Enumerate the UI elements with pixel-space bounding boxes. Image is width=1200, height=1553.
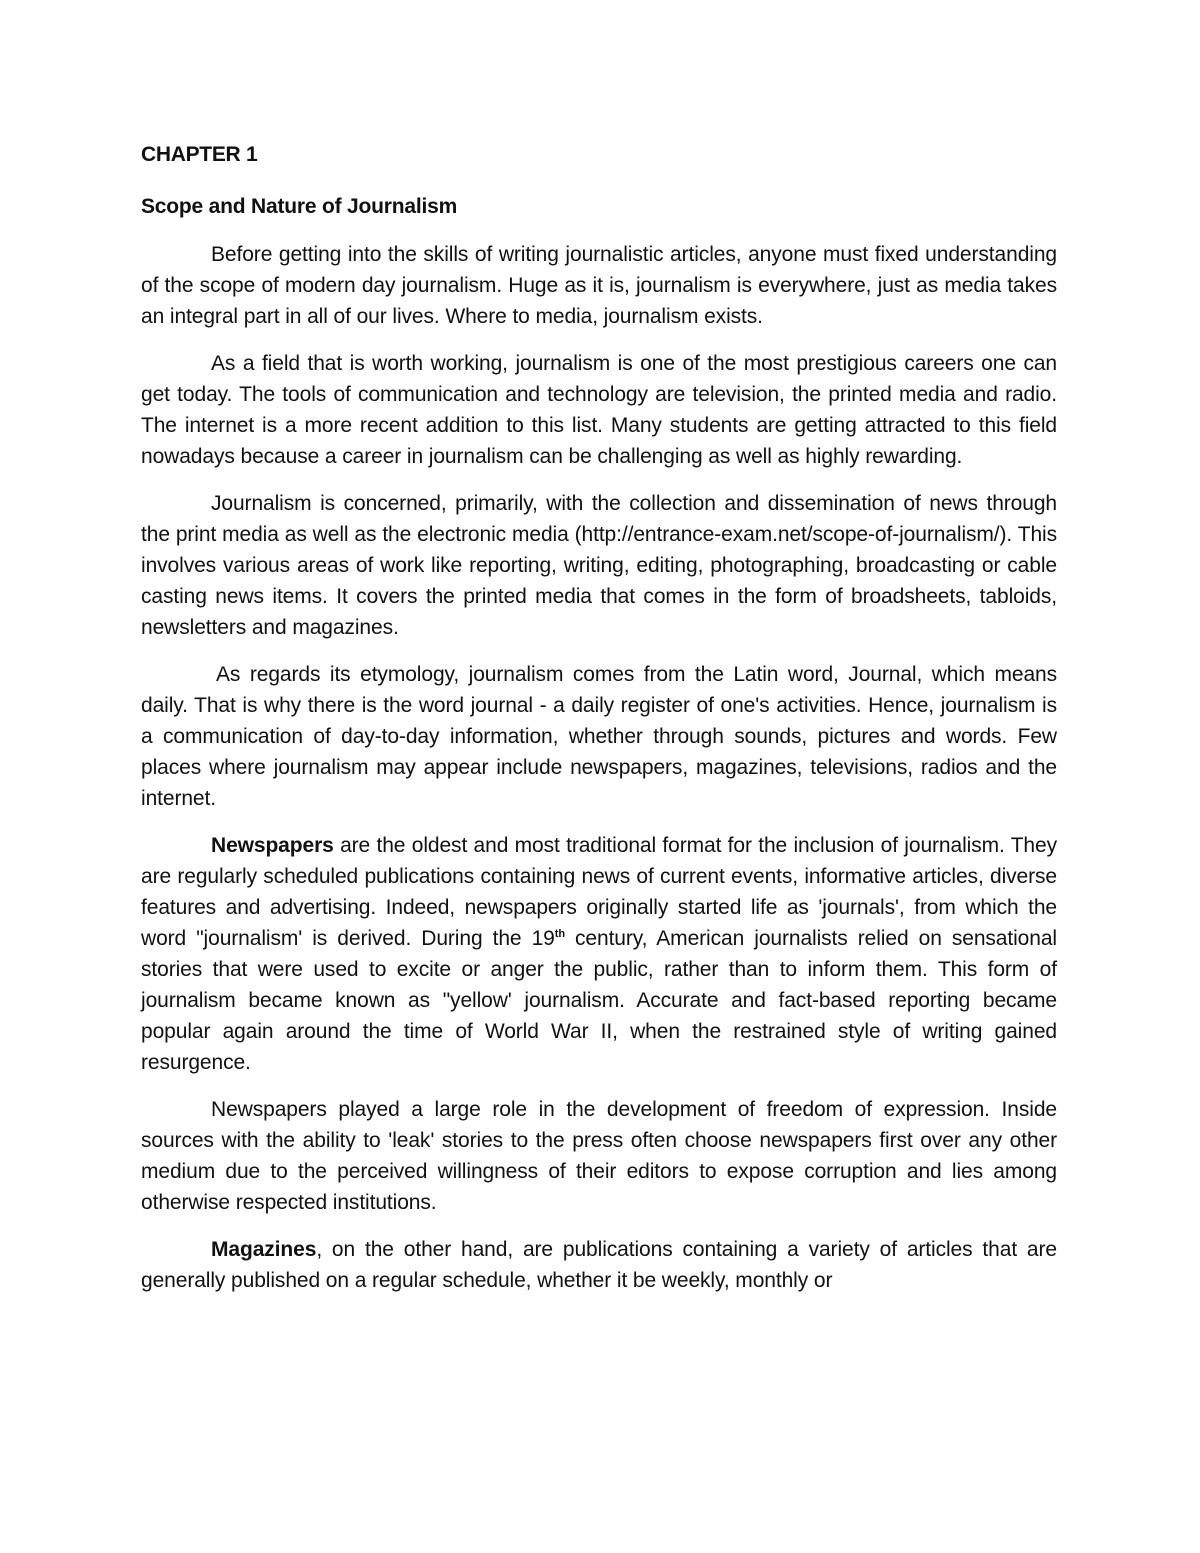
term-magazines: Magazines [211, 1238, 317, 1261]
paragraph-newspapers [141, 830, 1057, 1078]
paragraph-definition: Journalism is concerned, primarily, with the collection and dissemination of news through the print media as well as the electronic media (http://entrance-exam.net/scope-of-journalism/). This involves various areas of work like reporting, writing, editing, photographing, broadcasting or cable casting news items. It covers the printed media that comes in the form of broadsheets, tabloids, newsletters and magazines. [141, 492, 1057, 639]
section-title: Scope and Nature of Journalism [141, 195, 458, 218]
term-newspapers: Newspapers [211, 834, 334, 857]
ordinal-superscript: th [554, 928, 565, 940]
paragraph-magazines [141, 1234, 1057, 1296]
document-page [141, 140, 1057, 1312]
newspapers-text-a: are the oldest and most traditional format for the inclusion of journalism. They are regularly scheduled publications containing news of current events, informative articles, diverse features and advertising. Indeed, newspapers originally started life as 'journals', from which the word "journalism' is derived. During the 19 [141, 834, 1057, 950]
newspapers-text-b: century, American journalists relied on sensational stories that were used to excite or anger the public, rather than to inform them. This form of journalism became known as "yellow' journalism. Accurate and fact-based reporting became popular again around the time of World War II, when the restrained style of writing gained resurgence. [141, 927, 1057, 1074]
paragraph-freedom: Newspapers played a large role in the development of freedom of expression. Inside sources with the ability to 'leak' stories to the press often choose newspapers first over any other medium due to the perceived willingness of their editors to expose corruption and lies among otherwise respected institutions. [141, 1098, 1057, 1214]
chapter-label: CHAPTER 1 [141, 143, 258, 166]
paragraph-intro: Before getting into the skills of writing journalistic articles, anyone must fixed understanding of the scope of modern day journalism. Huge as it is, journalism is everywhere, just as media takes an integral part in all of our lives. Where to media, journalism exists. [141, 243, 1057, 328]
magazines-text: , on the other hand, are publications containing a variety of articles that are generally published on a regular schedule, whether it be weekly, monthly or [141, 1238, 1057, 1292]
paragraph-career: As a field that is worth working, journalism is one of the most prestigious careers one can get today. The tools of communication and technology are television, the printed media and radio. The internet is a more recent addition to this list. Many students are getting attracted to this field nowadays because a career in journalism can be challenging as well as highly rewarding. [141, 352, 1057, 468]
paragraph-etymology: As regards its etymology, journalism comes from the Latin word, Journal, which means daily. That is why there is the word journal - a daily register of one's activities. Hence, journalism is a communication of day-to-day information, whether through sounds, pictures and words. Few places where journalism may appear include newspapers, magazines, televisions, radios and the internet. [141, 663, 1057, 810]
